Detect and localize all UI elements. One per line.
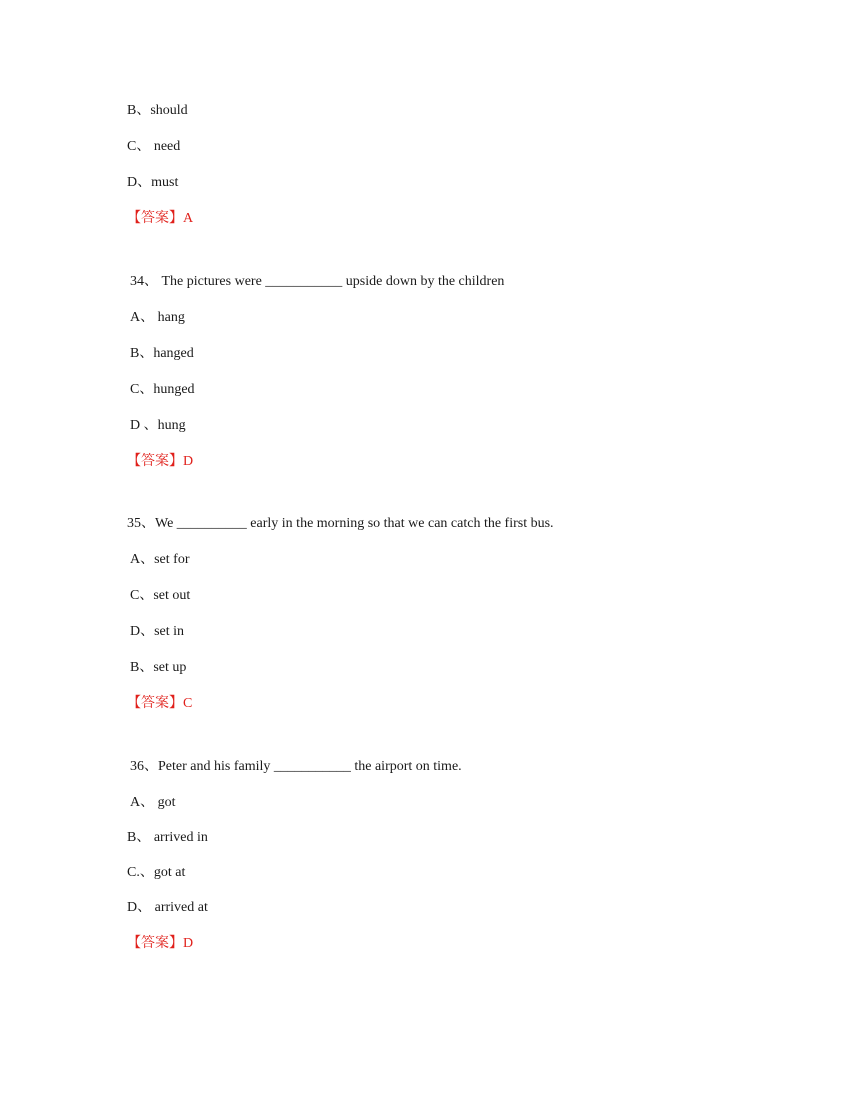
- q35-stem: 35、We __________ early in the morning so that we can catch the first bus.: [127, 516, 554, 531]
- q36-option-a: A、 got: [130, 795, 176, 810]
- q35-option-b: B、set up: [130, 660, 187, 675]
- q34-option-a: A、 hang: [130, 310, 185, 325]
- q33-option-c: C、 need: [127, 139, 181, 154]
- q33-option-b: B、should: [127, 103, 188, 118]
- q34-option-c: C、hunged: [130, 382, 195, 397]
- q35-option-a: A、set for: [130, 552, 190, 567]
- q33-answer: 【答案】A: [127, 211, 194, 226]
- q35-option-d: D、set in: [130, 624, 185, 639]
- q36-option-d: D、 arrived at: [127, 900, 208, 915]
- q34-answer: 【答案】D: [127, 454, 194, 469]
- q36-option-c: C.、got at: [127, 865, 186, 880]
- q34-option-b: B、hanged: [130, 346, 194, 361]
- q34-option-d: D 、hung: [130, 418, 186, 433]
- q34-stem: 34、 The pictures were ___________ upside down by the children: [130, 274, 505, 289]
- q36-stem: 36、Peter and his family ___________ the airport on time.: [130, 759, 462, 774]
- q33-option-d: D、must: [127, 175, 179, 190]
- q35-option-c: C、set out: [130, 588, 191, 603]
- q36-option-b: B、 arrived in: [127, 830, 208, 845]
- q35-answer: 【答案】C: [127, 696, 193, 711]
- q36-answer: 【答案】D: [127, 936, 194, 951]
